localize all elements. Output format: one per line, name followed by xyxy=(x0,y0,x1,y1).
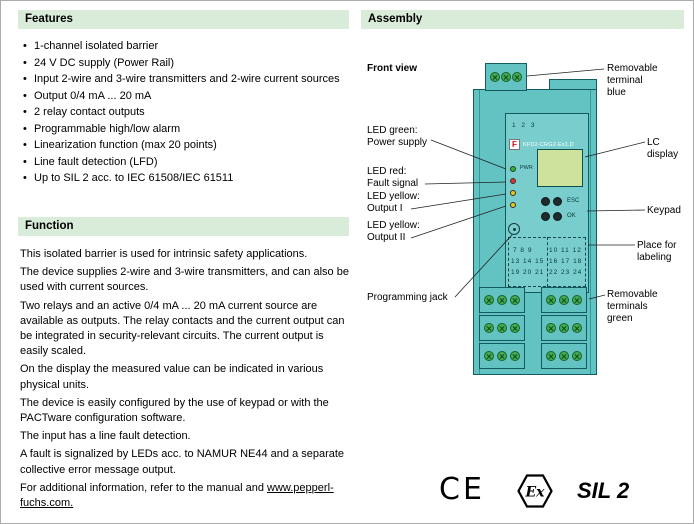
terminal-screw xyxy=(559,351,569,361)
removable-terminals-green-line2: green xyxy=(607,313,633,324)
keypad-ok-button xyxy=(553,212,562,221)
led-green-label-line1: LED green: xyxy=(367,125,418,136)
function-paragraph: Two relays and an active 0/4 mA ... 20 mA current source are available as outputs. The relay contacts and the current output can be integrated in security-relevant circuits. The current output is easily scaled. xyxy=(20,299,345,358)
function-text xyxy=(20,247,350,514)
ex-mark-text: Ex xyxy=(525,484,545,501)
led-yellow1-label-line1: LED yellow: xyxy=(367,191,420,202)
terminal-screw xyxy=(572,323,582,333)
feature-item: • 24 V DC supply (Power Rail) xyxy=(23,56,347,72)
terminal-screw xyxy=(497,295,507,305)
led-red-label xyxy=(367,166,418,190)
output1-led-yellow xyxy=(510,190,516,196)
terminal-screw xyxy=(559,295,569,305)
terminal-screw xyxy=(572,351,582,361)
removable-terminal-blue-line2: blue xyxy=(607,87,626,98)
keypad-left-button xyxy=(541,212,550,221)
function-paragraph: A fault is signalized by LEDs acc. to NAMUR NE44 and a separate collective error message output. xyxy=(20,448,345,476)
keypad-label: Keypad xyxy=(647,205,681,216)
pepperl-fuchs-logo: F xyxy=(509,139,520,150)
terminal-numbers: 13 14 15 xyxy=(511,258,545,265)
terminal-screw xyxy=(497,323,507,333)
output2-led-yellow xyxy=(510,202,516,208)
led-yellow1-label-line2: Output I xyxy=(367,203,403,214)
function-paragraph: On the display the measured value can be indicated in various physical units. xyxy=(20,363,324,391)
removable-terminal-green xyxy=(541,287,587,313)
terminal-screw xyxy=(559,323,569,333)
leader-line xyxy=(527,69,604,76)
feature-item: • 1-channel isolated barrier xyxy=(23,39,347,55)
terminal-screw xyxy=(484,295,494,305)
led-green-label xyxy=(367,125,427,149)
terminal-screw xyxy=(497,351,507,361)
keypad-down-button xyxy=(553,197,562,206)
removable-terminals-green-label xyxy=(607,289,693,325)
function-paragraph: The input has a line fault detection. xyxy=(20,430,191,443)
removable-terminals-green-line1: Removable terminals xyxy=(607,289,658,312)
features-list xyxy=(23,39,347,188)
function-section-header: Function xyxy=(18,217,349,236)
sil2-certification-mark: SIL 2 xyxy=(577,478,630,503)
removable-terminal-blue xyxy=(485,63,527,91)
front-terminal-numbers-top: 1 2 3 xyxy=(512,122,537,129)
terminal-screw xyxy=(546,323,556,333)
terminal-numbers: 10 11 12 xyxy=(549,247,582,254)
keypad-up-button xyxy=(541,197,550,206)
terminal-screw xyxy=(546,295,556,305)
pwr-led-caption: PWR xyxy=(520,165,533,171)
lc-display-label: LC display xyxy=(647,137,679,160)
terminal-screw xyxy=(572,295,582,305)
removable-terminal-green xyxy=(479,287,525,313)
ce-certification-mark: CE xyxy=(439,472,485,507)
removable-terminal-green xyxy=(479,343,525,369)
led-yellow1-label xyxy=(367,191,420,215)
terminal-screw xyxy=(490,72,500,82)
more-info-text: For additional information, refer to the manual and xyxy=(20,481,268,494)
assembly-section-header: Assembly xyxy=(361,10,684,29)
led-yellow2-label-line1: LED yellow: xyxy=(367,220,420,231)
feature-item: • Linearization function (max 20 points) xyxy=(23,138,347,154)
terminal-numbers: 19 20 21 xyxy=(511,269,545,276)
ok-key-caption: OK xyxy=(567,213,576,219)
features-section-header: Features xyxy=(18,10,349,29)
fault-led-red xyxy=(510,178,516,184)
feature-item: • Line fault detection (LFD) xyxy=(23,155,347,171)
feature-item: • Output 0/4 mA ... 20 mA xyxy=(23,89,347,105)
device-model-text: KFD2-CRG2-Ex1.D xyxy=(523,142,574,148)
function-paragraph xyxy=(20,481,350,511)
removable-terminal-green xyxy=(479,315,525,341)
removable-terminal-blue-line1: Removable terminal xyxy=(607,63,658,86)
terminal-numbers: 22 23 24 xyxy=(549,269,583,276)
terminal-screw xyxy=(484,323,494,333)
function-paragraph: The device is easily configured by the use of keypad or with the PACTware configuration software. xyxy=(20,396,329,425)
terminal-numbers: 16 17 18 xyxy=(549,258,583,265)
feature-item: • Programmable high/low alarm xyxy=(23,122,347,138)
terminal-screw xyxy=(501,72,511,82)
housing-edge-right xyxy=(590,90,591,374)
terminal-numbers: 7 8 9 xyxy=(513,247,533,254)
website-link[interactable]: www.pepperl-fuchs.com. xyxy=(20,481,334,510)
feature-item: • Input 2-wire and 3-wire transmitters and 2-wire current sources xyxy=(23,72,347,88)
esc-key-caption: ESC xyxy=(567,198,580,204)
removable-terminal-blue-label xyxy=(607,63,693,99)
lc-display xyxy=(537,149,583,187)
terminal-screw xyxy=(510,323,520,333)
programming-jack xyxy=(508,223,520,235)
labeling-area-divider xyxy=(547,237,548,287)
removable-terminal-green xyxy=(541,315,587,341)
ex-certification-mark xyxy=(517,474,553,508)
feature-item: • 2 relay contact outputs xyxy=(23,105,347,121)
programming-jack-label: Programming jack xyxy=(367,292,448,303)
led-green-label-line2: Power supply xyxy=(367,137,428,148)
function-paragraph: This isolated barrier is used for intrinsic safety applications. xyxy=(20,248,308,260)
feature-item: • Up to SIL 2 acc. to IEC 61508/IEC 61511 xyxy=(23,171,347,187)
terminal-screw xyxy=(512,72,522,82)
terminal-screw xyxy=(510,351,520,361)
led-red-label-line2: Fault signal xyxy=(367,178,419,189)
led-yellow2-label-line2: Output II xyxy=(367,232,406,243)
front-view-label: Front view xyxy=(367,63,418,74)
terminal-screw xyxy=(510,295,520,305)
removable-terminal-green xyxy=(541,343,587,369)
terminal-screw xyxy=(546,351,556,361)
power-led-green xyxy=(510,166,516,172)
terminal-screw xyxy=(484,351,494,361)
led-yellow2-label xyxy=(367,220,420,244)
led-red-label-line1: LED red: xyxy=(367,166,407,177)
function-paragraph: The device supplies 2-wire and 3-wire transmitters, and can also be used with current sources. xyxy=(20,266,349,294)
place-for-labeling-label: Place for labeling xyxy=(637,240,677,263)
